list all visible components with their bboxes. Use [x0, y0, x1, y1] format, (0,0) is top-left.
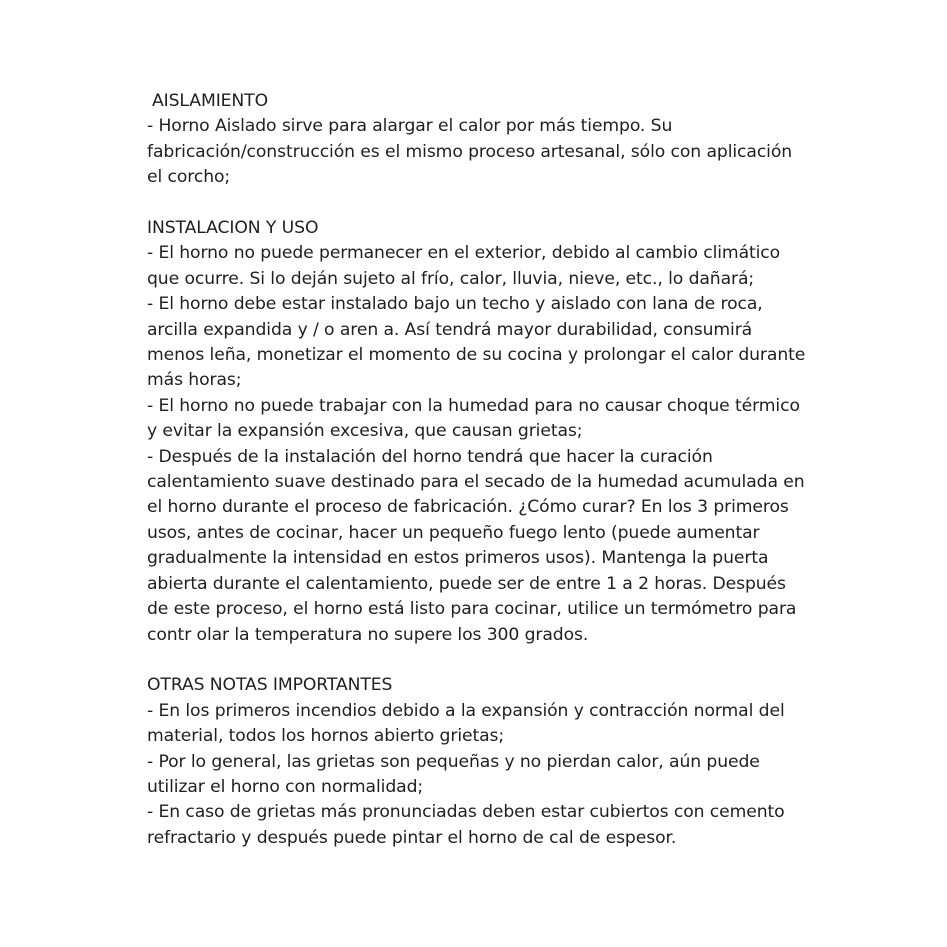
text-line: el corcho;	[147, 167, 231, 188]
text-line: arcilla expandida y / o aren a. Así tendrá mayor durabilidad, consumirá	[147, 319, 753, 340]
text-line: - En los primeros incendios debido a la expansión y contracción normal del	[147, 700, 785, 721]
section-instalacion-y-uso	[147, 216, 847, 648]
text-line: más horas;	[147, 370, 242, 391]
paragraph-gap	[147, 648, 847, 673]
text-line: - El horno debe estar instalado bajo un techo y aislado con lana de roca,	[147, 294, 763, 315]
section-title: INSTALACION Y USO	[147, 218, 319, 239]
text-line: contr olar la temperatura no supere los 300 grados.	[147, 624, 589, 645]
text-line: - Por lo general, las grietas son pequeñas y no pierdan calor, aún puede	[147, 751, 760, 772]
text-line: material, todos los hornos abierto grietas;	[147, 726, 505, 747]
text-line: fabricación/construcción es el mismo proceso artesanal, sólo con aplicación	[147, 141, 793, 162]
section-aislamiento	[147, 89, 847, 191]
paragraph-gap	[147, 191, 847, 216]
section-otras-notas-importantes	[147, 673, 847, 851]
text-line: y evitar la expansión excesiva, que causan grietas;	[147, 421, 583, 442]
text-line: - Horno Aislado sirve para alargar el calor por más tiempo. Su	[147, 116, 673, 137]
section-title: AISLAMIENTO	[152, 91, 269, 111]
text-line: - El horno no puede permanecer en el exterior, debido al cambio climático	[147, 243, 781, 264]
text-line: gradualmente la intensidad en estos primeros usos). Mantenga la puerta	[147, 548, 769, 569]
text-line: de este proceso, el horno está listo para cocinar, utilice un termómetro para	[147, 599, 797, 620]
text-line: abierta durante el calentamiento, puede ser de entre 1 a 2 horas. Después	[147, 573, 786, 594]
text-line: que ocurre. Si lo deján sujeto al frío, calor, lluvia, nieve, etc., lo dañará;	[147, 268, 755, 289]
text-line: - El horno no puede trabajar con la humedad para no causar choque térmico	[147, 395, 800, 416]
text-line: - En caso de grietas más pronunciadas deben estar cubiertos con cemento	[147, 802, 785, 823]
text-line: refractario y después puede pintar el horno de cal de espesor.	[147, 827, 677, 848]
text-line: - Después de la instalación del horno tendrá que hacer la curación	[147, 446, 713, 467]
text-line: el horno durante el proceso de fabricación. ¿Cómo curar? En los 3 primeros	[147, 497, 789, 518]
document-body	[147, 89, 847, 851]
text-line: calentamiento suave destinado para el secado de la humedad acumulada en	[147, 472, 805, 493]
section-title: OTRAS NOTAS IMPORTANTES	[147, 675, 393, 696]
text-line: usos, antes de cocinar, hacer un pequeño fuego lento (puede aumentar	[147, 522, 760, 543]
text-line: menos leña, monetizar el momento de su cocina y prolongar el calor durante	[147, 345, 806, 366]
text-line: utilizar el horno con normalidad;	[147, 776, 424, 797]
